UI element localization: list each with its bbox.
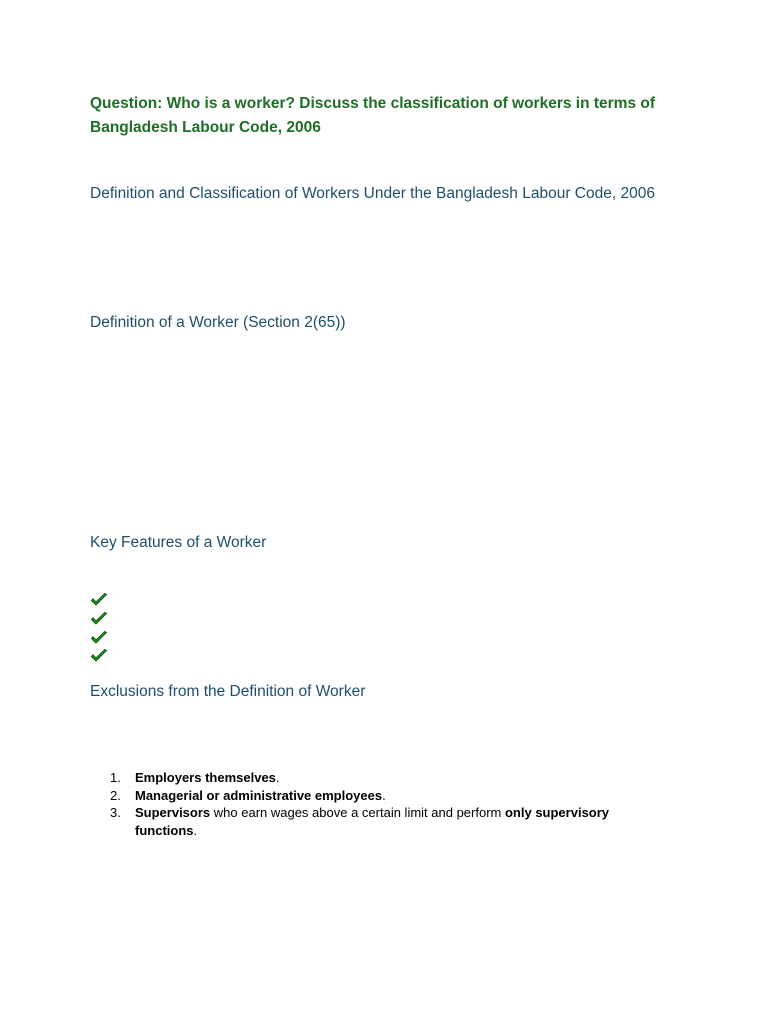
list-item [90,787,670,805]
check-mark-icon [90,649,108,663]
plain-text: . [193,822,198,838]
question-heading: Question: Who is a worker? Discuss the classification of workers in terms of Bangladesh Labour Code, 2006 [90,95,656,136]
plain-text: . [275,770,280,785]
bold-text: only supervisory functions [135,805,610,838]
list-item [90,804,670,839]
check-mark-icon [90,631,108,645]
list-number: 1. [110,770,121,785]
key-features-checklist [90,591,108,666]
plain-text: who earn wages above a certain limit and perform [210,805,505,820]
list-number: 3. [110,805,121,820]
checklist-item [90,647,108,666]
key-features-heading: Key Features of a Worker [90,534,267,551]
section-title: Definition and Classification of Workers Under the Bangladesh Labour Code, 2006 [90,185,655,202]
bold-text: Supervisors [135,805,211,820]
bold-text: Managerial or administrative employees [135,787,383,803]
list-item [90,769,670,787]
checklist-item [90,610,108,629]
list-number: 2. [110,787,121,803]
list-item-text [135,787,670,805]
checklist-item [90,628,108,647]
checklist-item [90,591,108,610]
exclusions-list [90,769,670,839]
check-mark-icon [90,593,108,607]
list-item-text [135,804,670,839]
check-mark-icon [90,612,108,626]
plain-text: . [382,787,386,803]
definition-heading: Definition of a Worker (Section 2(65)) [90,314,346,331]
bold-text: Employers themselves [135,770,276,785]
exclusions-heading: Exclusions from the Definition of Worker [90,683,366,700]
list-item-text [135,769,670,787]
